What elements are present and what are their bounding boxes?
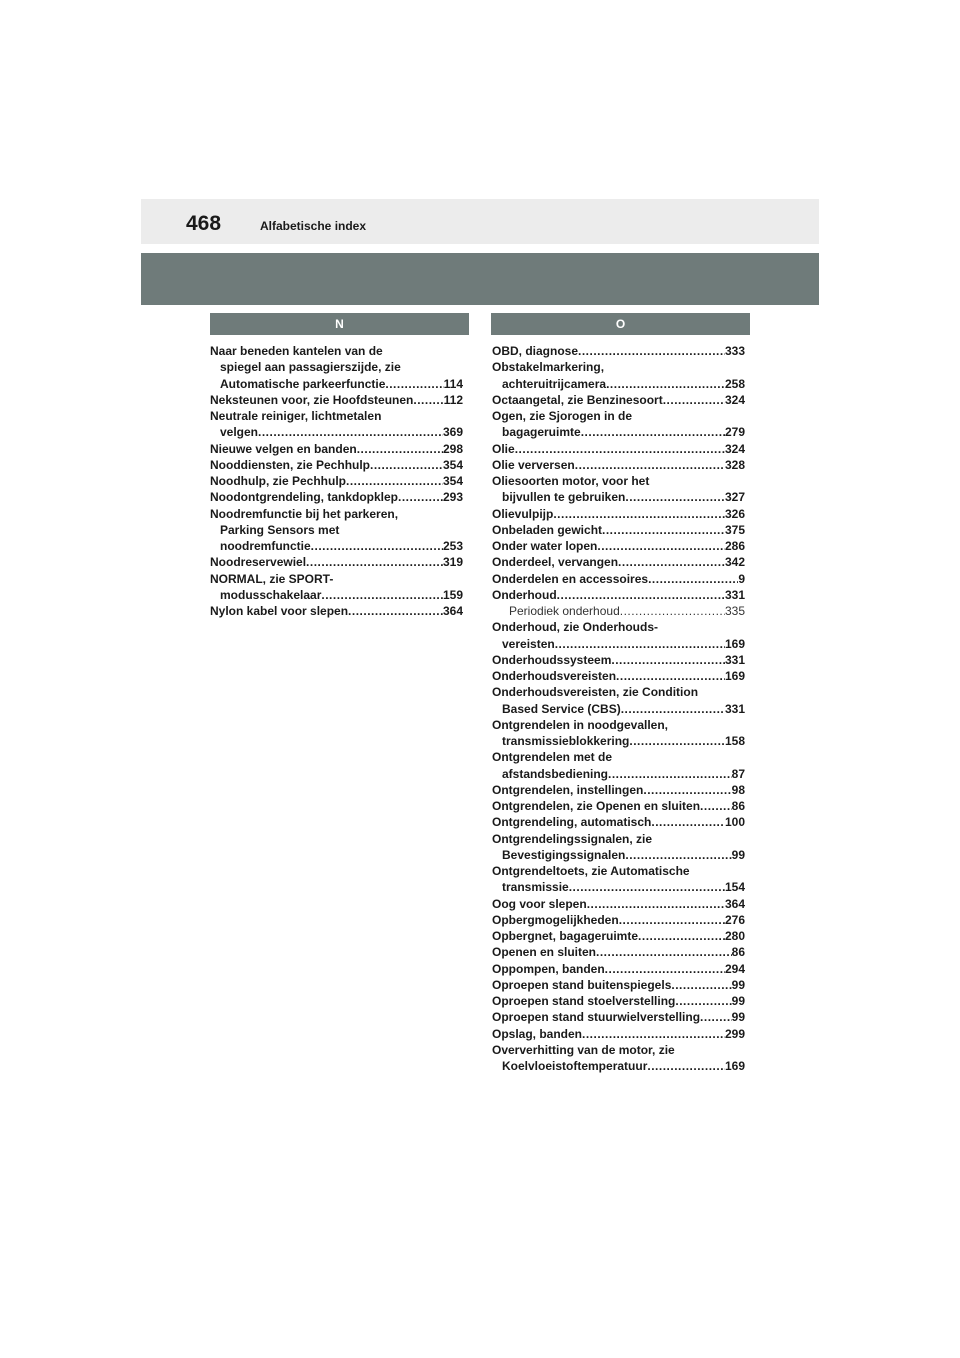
entry-text: Onderhoudsvereisten [492,669,617,683]
index-entry [492,863,745,896]
index-entry [492,1042,745,1075]
index-entry [492,652,745,668]
header-band [141,253,819,305]
index-entry [492,944,745,960]
entry-text: Openen en sluiten [492,945,597,960]
index-entry [492,798,745,814]
entry-text: transmissie [502,880,569,895]
entry-line [492,457,745,473]
dot-leader [651,814,725,830]
entry-line: Ontgrendelingssignalen, zie [492,831,653,846]
entry-line: Ogen, zie Sjorogen in de [492,409,633,423]
index-entry [492,749,745,782]
dot-leader [258,424,443,440]
index-entry [492,684,745,717]
entry-line [492,636,745,652]
entry-line [492,668,745,684]
page-reference: 354 [442,474,463,488]
entry-line [492,798,745,814]
entry-line [492,847,745,863]
page-reference: 159 [442,587,463,602]
dot-leader [596,944,732,960]
page-reference: 253 [442,539,463,553]
page-reference: 9 [738,571,745,586]
entry-line [210,457,463,473]
entry-line [492,733,745,749]
dot-leader [582,1026,725,1042]
index-entry [492,717,745,750]
dot-leader [621,701,725,717]
entry-line [492,554,745,570]
dot-leader [643,782,731,798]
page-reference: 327 [724,490,745,505]
page-reference: 335 [724,604,745,618]
index-entry [492,1026,745,1042]
page-reference: 99 [731,994,745,1008]
entry-line: Noodremfunctie bij het parkeren, [210,506,399,521]
entry-line [210,441,463,457]
page-reference: 158 [724,734,745,748]
entry-line [492,814,745,830]
entry-line [210,424,463,440]
entry-line [492,928,745,944]
index-entry [492,1009,745,1025]
entry-line [492,1009,745,1025]
page-reference: 99 [731,847,745,862]
page-reference: 114 [443,376,463,391]
page-reference: 98 [731,782,745,797]
index-entry [210,343,463,392]
entry-text: vereisten [502,636,555,651]
entry-text: Periodiek onderhoud [509,604,620,618]
index-entry [492,782,745,798]
page-reference: 326 [724,506,745,521]
index-entry [210,392,463,408]
dot-leader [648,571,738,587]
dot-leader [555,636,725,652]
entry-text: transmissieblokkering [502,734,630,748]
dot-leader [346,473,443,489]
dot-leader [587,896,725,912]
section-title: Alfabetische index [260,219,367,233]
entry-line [492,896,745,912]
entry-line [492,538,745,554]
letter-header-o: O [491,313,750,335]
index-entry [492,831,745,864]
index-entry [492,912,745,928]
page-reference: 333 [724,344,745,358]
page-reference: 279 [724,425,745,440]
dot-leader [370,457,443,473]
index-entry [210,603,463,619]
index-entry [210,457,463,473]
entry-line [492,603,745,619]
entry-line [210,603,463,619]
index-column-o [492,343,745,1074]
index-entry [492,814,745,830]
dot-leader [578,343,725,359]
dot-leader [608,766,732,782]
index-entry [210,408,463,441]
index-entry [492,896,745,912]
entry-text: Ontgrendeling, automatisch [492,815,652,830]
page-reference: 375 [724,522,745,537]
entry-text: Noodontgrendeling, tankdopklep [210,490,398,505]
entry-text: Opbergnet, bagageruimte [492,929,639,943]
entry-text: Oproepen stand stoelverstelling [492,994,676,1008]
dot-leader [619,912,725,928]
index-entry [492,457,745,473]
entry-text: OBD, diagnose [492,344,579,358]
dot-leader [557,587,725,603]
dot-leader [647,1058,725,1074]
dot-leader [638,928,725,944]
entry-text: Nylon kabel voor slepen [210,604,349,618]
entry-text: Oppompen, banden [492,961,605,976]
dot-leader [605,961,725,977]
entry-line: NORMAL, zie SPORT- [210,571,334,586]
entry-line [492,522,745,538]
index-column-n [210,343,463,619]
index-entry [492,961,745,977]
entry-text: Olie verversen [492,457,575,472]
entry-text: Opslag, banden [492,1026,583,1041]
entry-text: Neksteunen voor, zie Hoofdsteunen [210,392,414,407]
entry-line [210,473,463,489]
entry-line: spiegel aan passagierszijde, zie [220,360,401,375]
entry-text: Koelvloeistoftemperatuur [502,1059,648,1073]
page-reference: 169 [724,636,745,651]
page-reference: 364 [442,604,463,618]
entry-text: bagageruimte [502,425,581,440]
entry-text: Bevestigingssignalen [502,847,626,862]
page-reference: 299 [724,1026,745,1041]
entry-line [210,376,463,392]
dot-leader [620,603,725,619]
entry-line: Onderhoudsvereisten, zie Condition [492,685,699,700]
dot-leader [553,506,725,522]
dot-leader [398,489,443,505]
page-reference: 369 [442,425,463,440]
dot-leader [663,392,725,408]
index-entry [492,538,745,554]
index-entry [492,928,745,944]
dot-leader [606,376,725,392]
page-reference: 87 [731,766,745,781]
entry-line [492,424,745,440]
page-reference: 258 [724,376,745,391]
page-reference: 342 [724,555,745,570]
entry-line: Onderhoud, zie Onderhouds- [492,620,658,635]
entry-line [492,343,745,359]
entry-line [492,961,745,977]
index-entry [492,993,745,1009]
entry-line: Oliesoorten motor, voor het [492,474,650,488]
entry-line: Ontgrendeltoets, zie Automatische [492,864,690,878]
entry-text: Onder water lopen [492,539,598,553]
dot-leader [321,587,443,603]
entry-line [210,587,463,603]
dot-leader [357,441,443,457]
entry-line: Obstakelmarkering, [492,360,605,375]
entry-line [492,766,745,782]
page-reference: 324 [724,392,745,407]
index-entry [210,554,463,570]
entry-line [210,538,463,554]
index-entry [492,522,745,538]
index-entry [492,554,745,570]
entry-text: modusschakelaar [220,587,322,602]
dot-leader [385,376,443,392]
entry-line [492,1026,745,1042]
page-reference: 169 [724,1059,745,1073]
dot-leader [581,424,725,440]
entry-line [492,652,745,668]
page-reference: 331 [724,587,745,602]
dot-leader [569,879,725,895]
dot-leader [625,489,725,505]
entry-line [492,587,745,603]
page-reference: 324 [724,441,745,456]
entry-line [492,392,745,408]
entry-line [492,489,745,505]
dot-leader [671,977,731,993]
index-entry [492,408,745,441]
index-entry [492,441,745,457]
entry-text: Nooddiensten, zie Pechhulp [210,457,371,472]
page-reference: 99 [731,1010,745,1025]
dot-leader [616,668,725,684]
entry-text: Nieuwe velgen en banden [210,441,357,456]
page-reference: 286 [724,539,745,553]
entry-line: Oververhitting van de motor, zie [492,1042,675,1057]
entry-line [492,993,745,1009]
entry-line [210,489,463,505]
page-reference: 293 [442,490,463,505]
entry-text: velgen [220,425,259,440]
dot-leader [515,441,725,457]
dot-leader [625,847,731,863]
entry-text: Onderdelen en accessoires [492,571,649,586]
entry-text: Based Service (CBS) [502,701,621,716]
page-reference: 331 [724,652,745,667]
entry-text: Ontgrendelen, zie Openen en sluiten [492,799,701,813]
index-entry [492,359,745,392]
entry-line [492,782,745,798]
entry-line [492,506,745,522]
dot-leader [311,538,443,554]
index-entry [492,506,745,522]
index-entry [210,473,463,489]
entry-text: Ontgrendelen, instellingen [492,782,644,797]
index-entry [210,441,463,457]
entry-text: Olievulpijp [492,506,554,521]
entry-text: bijvullen te gebruiken [502,490,626,505]
entry-text: Onbeladen gewicht [492,522,603,537]
page-reference: 319 [442,555,463,570]
dot-leader [597,538,725,554]
page-reference: 298 [442,441,463,456]
index-entry [492,668,745,684]
entry-text: Oog voor slepen [492,896,587,911]
page-reference: 354 [442,457,463,472]
entry-text: afstandsbediening [502,766,609,781]
dot-leader [348,603,443,619]
entry-line [210,392,463,408]
entry-line: Parking Sensors met [220,522,340,537]
index-entry [492,571,745,587]
page-header [141,199,819,244]
entry-text: Octaangetal, zie Benzinesoort [492,392,663,407]
index-entry [492,619,745,652]
entry-line: Ontgrendelen met de [492,750,613,765]
dot-leader [629,733,725,749]
entry-line: Naar beneden kantelen van de [210,344,383,358]
dot-leader [611,652,725,668]
page-number: 468 [186,212,222,235]
dot-leader [306,554,443,570]
dot-leader [575,457,725,473]
page-reference: 294 [724,961,745,976]
entry-line [492,441,745,457]
entry-text: Opbergmogelijkheden [492,912,619,927]
page-reference: 169 [724,669,745,683]
entry-line [492,912,745,928]
entry-text: noodremfunctie [220,539,311,553]
page-reference: 86 [731,799,745,813]
dot-leader [602,522,725,538]
entry-text: Olie [492,441,515,456]
dot-leader [413,392,443,408]
entry-line [492,376,745,392]
entry-line [492,571,745,587]
entry-line [492,879,745,895]
page-reference: 280 [724,929,745,943]
dot-leader [700,798,732,814]
page-reference: 331 [724,701,745,716]
entry-line [492,701,745,717]
entry-line [492,944,745,960]
index-entry [492,392,745,408]
page-reference: 99 [731,977,745,992]
dot-leader [618,554,725,570]
entry-text: Oproepen stand stuurwielverstelling [492,1010,701,1025]
entry-text: Onderhoud [492,587,557,602]
index-entry [210,571,463,604]
index-entry [492,473,745,506]
page-reference: 86 [731,945,745,960]
entry-text: Oproepen stand buitenspiegels [492,977,672,992]
index-entry [492,587,745,603]
entry-text: achteruitrijcamera [502,376,607,391]
entry-text: Onderdeel, vervangen [492,555,619,570]
entry-line [492,977,745,993]
entry-line: Ontgrendelen in noodgevallen, [492,717,669,732]
index-entry [492,977,745,993]
letter-header-n: N [210,313,469,335]
index-entry [210,489,463,505]
page-reference: 112 [443,392,463,407]
entry-text: Automatische parkeerfunctie [220,376,386,391]
entry-text: Noodreservewiel [210,555,307,570]
index-subentry [492,603,745,619]
page-reference: 100 [724,815,745,830]
page-reference: 328 [724,457,745,472]
entry-text: Noodhulp, zie Pechhulp [210,474,346,488]
index-entry [492,343,745,359]
page-reference: 154 [724,880,745,895]
entry-line: Neutrale reiniger, lichtmetalen [210,409,382,423]
entry-line [492,1058,745,1074]
entry-text: Onderhoudssysteem [492,652,612,667]
dot-leader [700,1009,732,1025]
dot-leader [675,993,731,1009]
index-entry [210,506,463,555]
entry-line [210,554,463,570]
page-reference: 276 [724,912,745,927]
page-reference: 364 [724,896,745,911]
